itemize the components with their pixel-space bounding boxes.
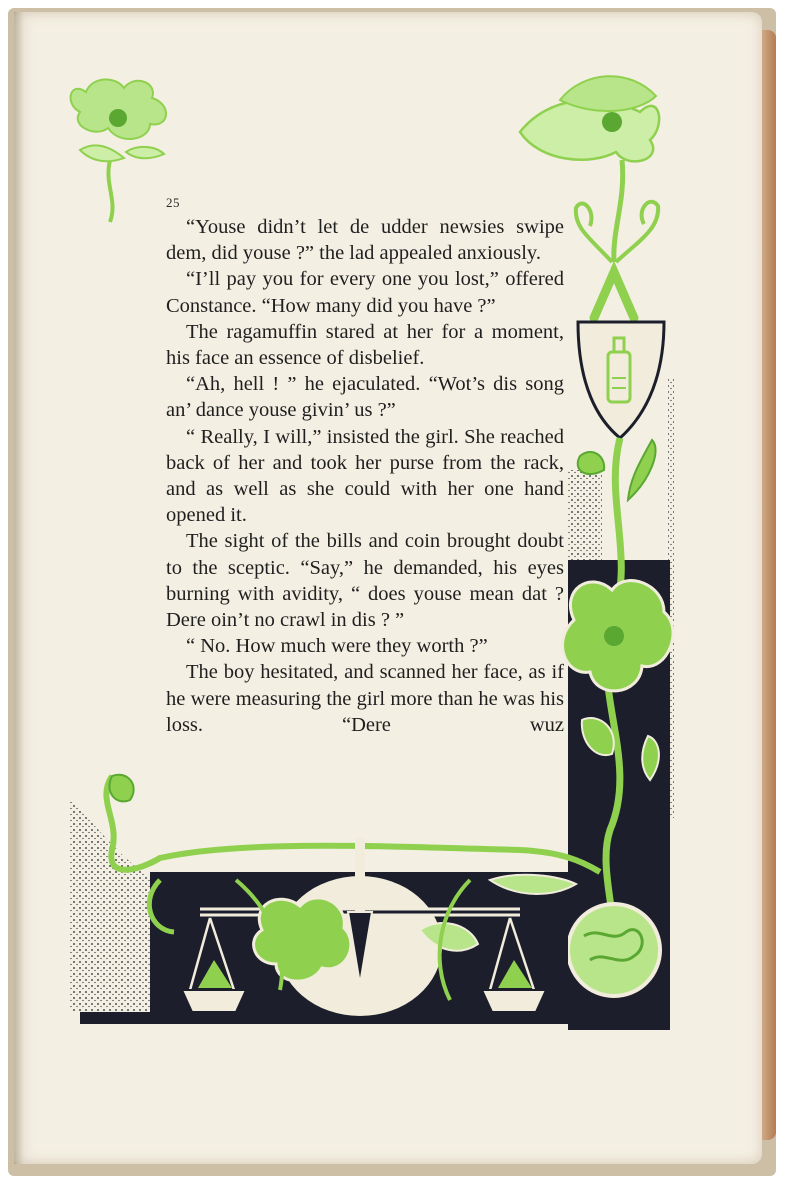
poppy-flower-icon [71, 79, 166, 222]
page-number: 25 [166, 195, 180, 210]
paragraph: “ Really, I will,” insisted the girl. She reached back of her and took her purse from the rack, and as well as she could with her one hand opened it. [166, 425, 564, 527]
paragraph: “I’ll pay you for every one you lost,” offered Constance. “How many did you have ?” [166, 268, 564, 317]
paragraph: “Youse didn’t let de udder newsies swipe dem, did youse ?” the lad appealed anxiously. [166, 216, 564, 265]
balance-scale-with-flowers-icon [70, 775, 600, 1024]
page-body-text [166, 214, 564, 738]
paragraph: The ragamuffin stared at her for a moment, his face an essence of disbelief. [166, 320, 564, 370]
paragraph: “ No. How much were they worth ?” [186, 635, 488, 658]
paragraph: The sight of the bills and coin brought doubt to the sceptic. “Say,” he demanded, his eyes burning with avidity, “ does youse mean dat ? Dere oin’t no crawl in dis ? ” [166, 530, 564, 632]
paragraph: “Ah, hell ! ” he ejaculated. “Wot’s dis song an’ dance youse givin’ us ?” [166, 373, 564, 422]
paragraph: The boy hesitated, and scanned her face, as if he were measuring the girl more than he was his loss. “Dere wuz [166, 661, 564, 736]
